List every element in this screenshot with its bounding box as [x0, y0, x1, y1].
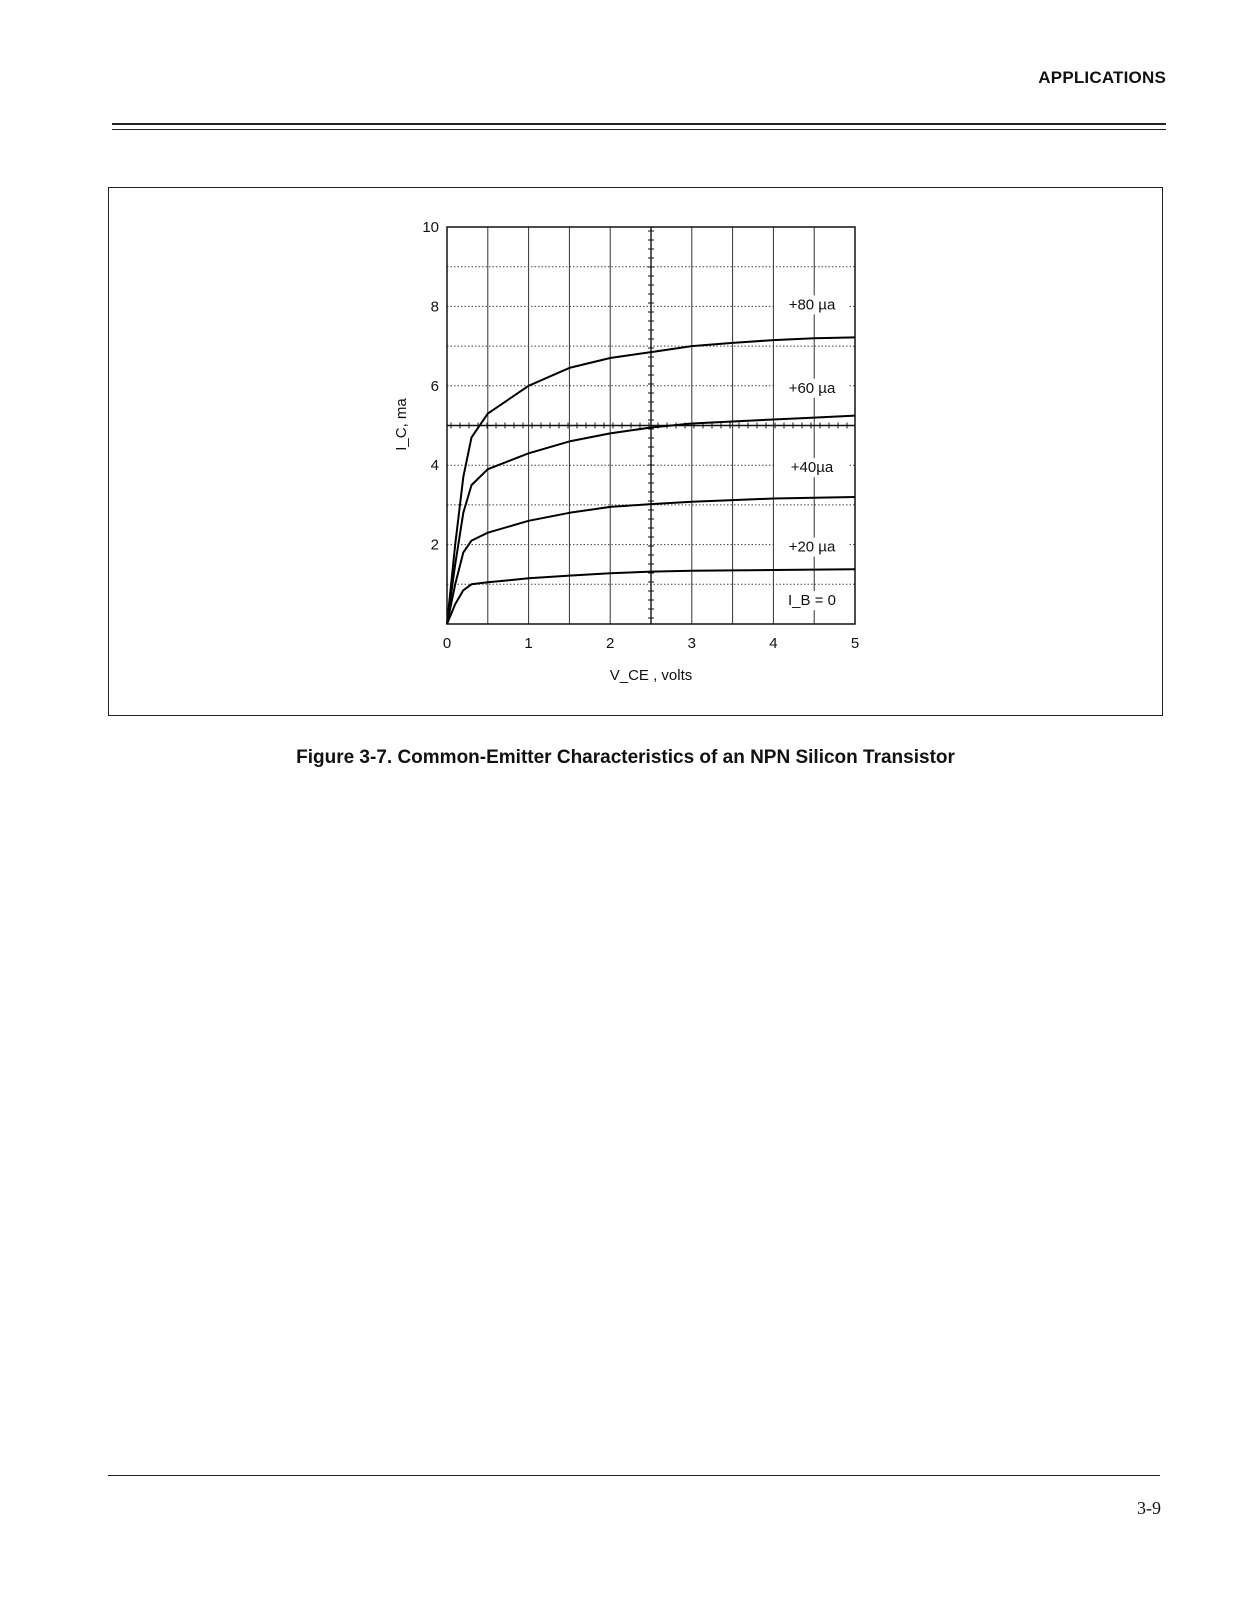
x-tick-label: 4 — [769, 635, 778, 652]
y-tick-label: 8 — [430, 298, 439, 316]
series-label: +60 µa — [788, 379, 836, 397]
series-label: +20 µa — [788, 538, 836, 556]
y-tick-label: 4 — [430, 457, 439, 475]
x-tick-label: 1 — [524, 635, 533, 652]
series-label: I_B = 0 — [788, 592, 836, 610]
series-labels — [776, 295, 848, 610]
section-header: APPLICATIONS — [1038, 68, 1166, 87]
y-tick-label: 2 — [430, 536, 439, 554]
y-axis-label: I_C, ma — [393, 398, 410, 451]
x-tick-label: 0 — [442, 635, 452, 652]
x-tick-label: 3 — [687, 635, 696, 652]
x-tick-label: 2 — [606, 635, 615, 652]
y-tick-label: 6 — [430, 377, 439, 395]
figure-caption: Figure 3-7. Common-Emitter Characteristics of an NPN Silicon Transistor — [296, 747, 955, 768]
x-axis-label: V_CE , volts — [609, 667, 693, 684]
footer-rule — [108, 1475, 1160, 1476]
series-label: +40µa — [790, 459, 834, 477]
page-number: 3-9 — [1137, 1498, 1161, 1518]
x-tick-label: 5 — [850, 635, 860, 652]
series-label: +80 µa — [788, 296, 836, 314]
y-tick-label: 10 — [422, 219, 439, 236]
cross-hatch-lines — [447, 227, 855, 624]
